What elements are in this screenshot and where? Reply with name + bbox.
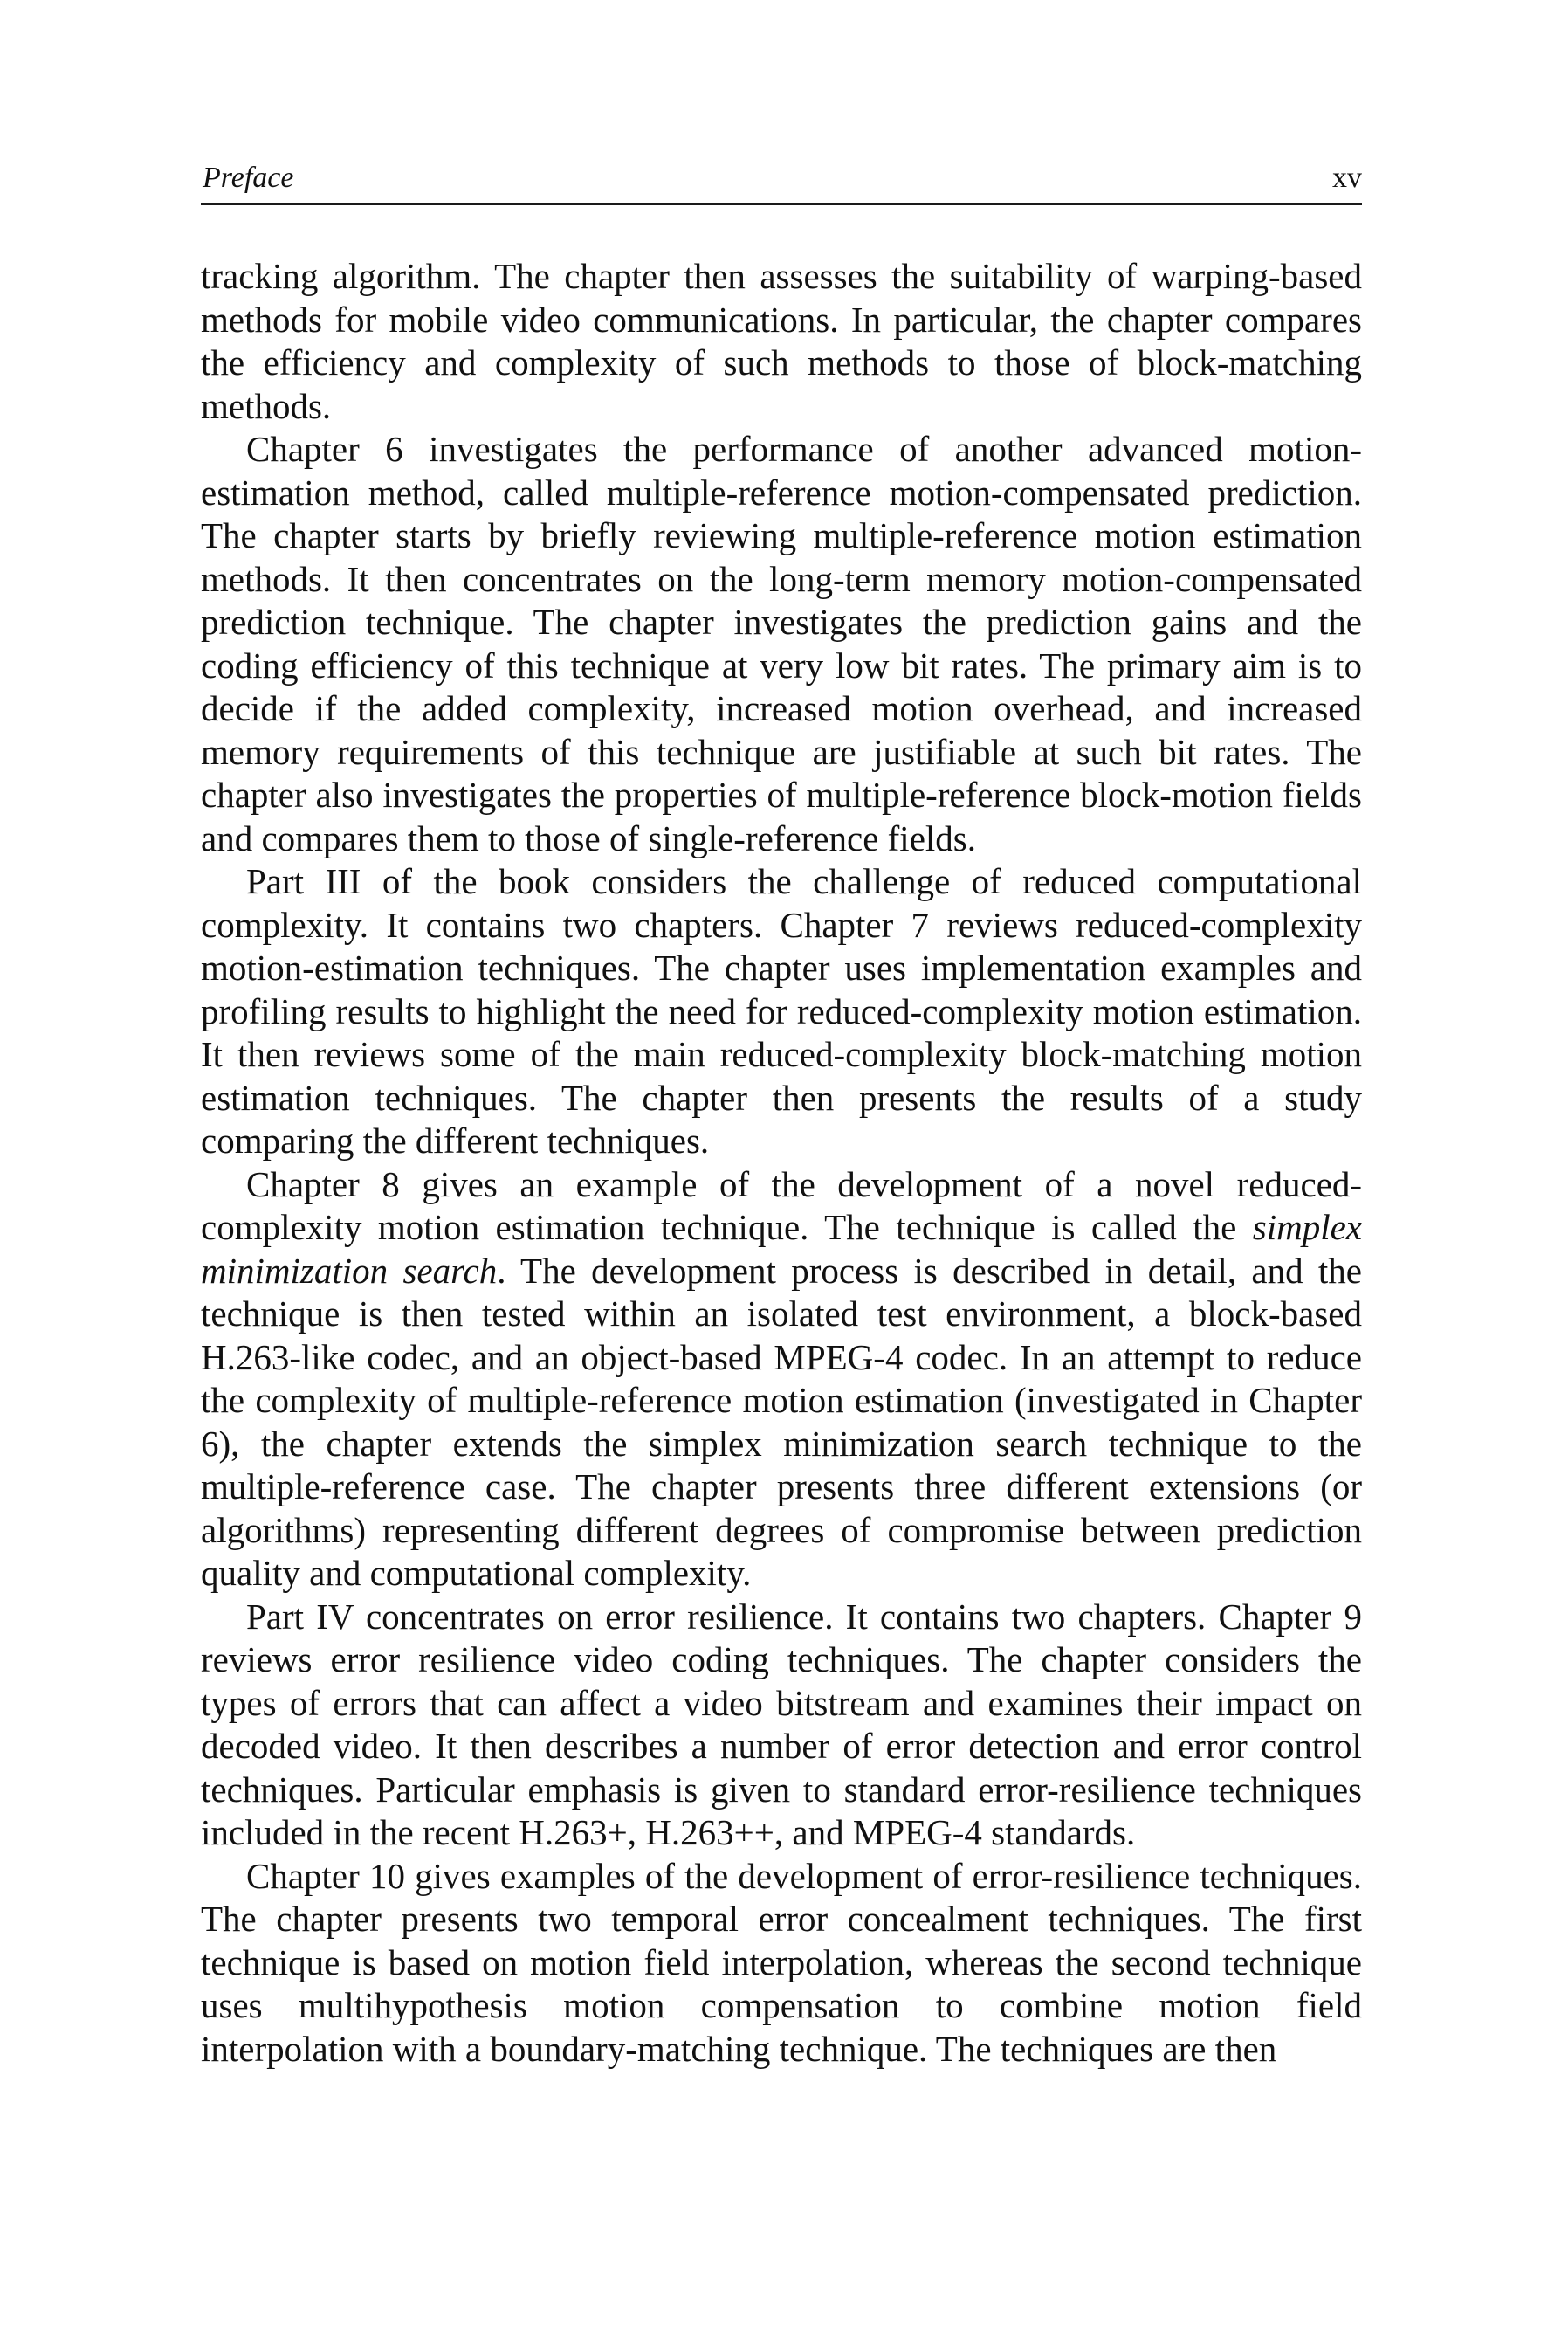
paragraph-chapter-8-rest: . The development process is described in detail, and the technique is then tested within an isolated test environment, a block-based H.263-like codec, and an object-based MPEG-4 codec. In an attempt to reduce the complexity of multiple-reference motion estimation (investigated in Chapter 6), the chapter extends the simplex minimization search technique to the multiple-reference case. The chapter presents three different extensions (or algorithms) representing different degrees of compromise between prediction quality and computational complexity. — [201, 1250, 1362, 1593]
emphasized-term: simplex minimization search — [201, 1207, 1362, 1291]
paragraph-chapter-6: Chapter 6 investigates the performance of another advanced motion-estimation method, called multiple-reference motion-compensated prediction. The chapter starts by briefly reviewing multiple-reference motion estimation methods. It then concentrates on the long-term memory motion-compensated prediction technique. The chapter investigates the prediction gains and the coding efficiency of this technique at very low bit rates. The primary aim is to decide if the added complexity, increased motion overhead, and increased memory requirements of this technique are justifiable at such bit rates. The chapter also investigates the properties of multiple-reference block-motion fields and compares them to those of single-reference fields. — [201, 429, 1362, 858]
paragraph-part-4: Part IV concentrates on error resilience. It contains two chapters. Chapter 9 reviews error resilience video coding techniques. The chapter considers the types of errors that can affect a video bitstream and examines their impact on decoded video. It then describes a number of error detection and error control techniques. Particular emphasis is given to standard error-resilience techniques included in the recent H.263+, H.263++, and MPEG-4 standards. — [201, 1596, 1362, 1852]
paragraph-chapter-10: Chapter 10 gives examples of the development of error-resilience techniques. The chapter presents two temporal error concealment techniques. The first technique is based on motion field interpolation, whereas the second technique uses multihypothesis motion compensation to combine motion field interpolation with a boundary-matching technique. The techniques are then — [201, 1855, 1362, 2069]
paragraph-part-3: Part III of the book considers the challenge of reduced computational complexity. It contains two chapters. Chapter 7 reviews reduced-complexity motion-estimation techniques. The chapter uses implementation examples and profiling results to highlight the need for reduced-complexity motion estimation. It then reviews some of the main reduced-complexity block-matching motion estimation techniques. The chapter then presents the results of a study comparing the different techniques. — [201, 861, 1362, 1161]
running-title: Preface — [203, 162, 294, 194]
body-text — [201, 255, 1362, 2071]
paragraph-chapter-8-lead: Chapter 8 gives an example of the development of a novel reduced-complexity motion estimation technique. The technique is called the — [201, 1163, 1362, 1247]
running-header — [201, 157, 1362, 205]
page-number: xv — [1332, 162, 1362, 194]
paragraph-chapter-8 — [201, 1163, 1362, 1596]
paragraph-continuation: tracking algorithm. The chapter then assesses the suitability of warping-based methods for mobile video communications. In particular, the chapter compares the efficiency and complexity of such methods to those of block-matching methods. — [201, 256, 1362, 426]
